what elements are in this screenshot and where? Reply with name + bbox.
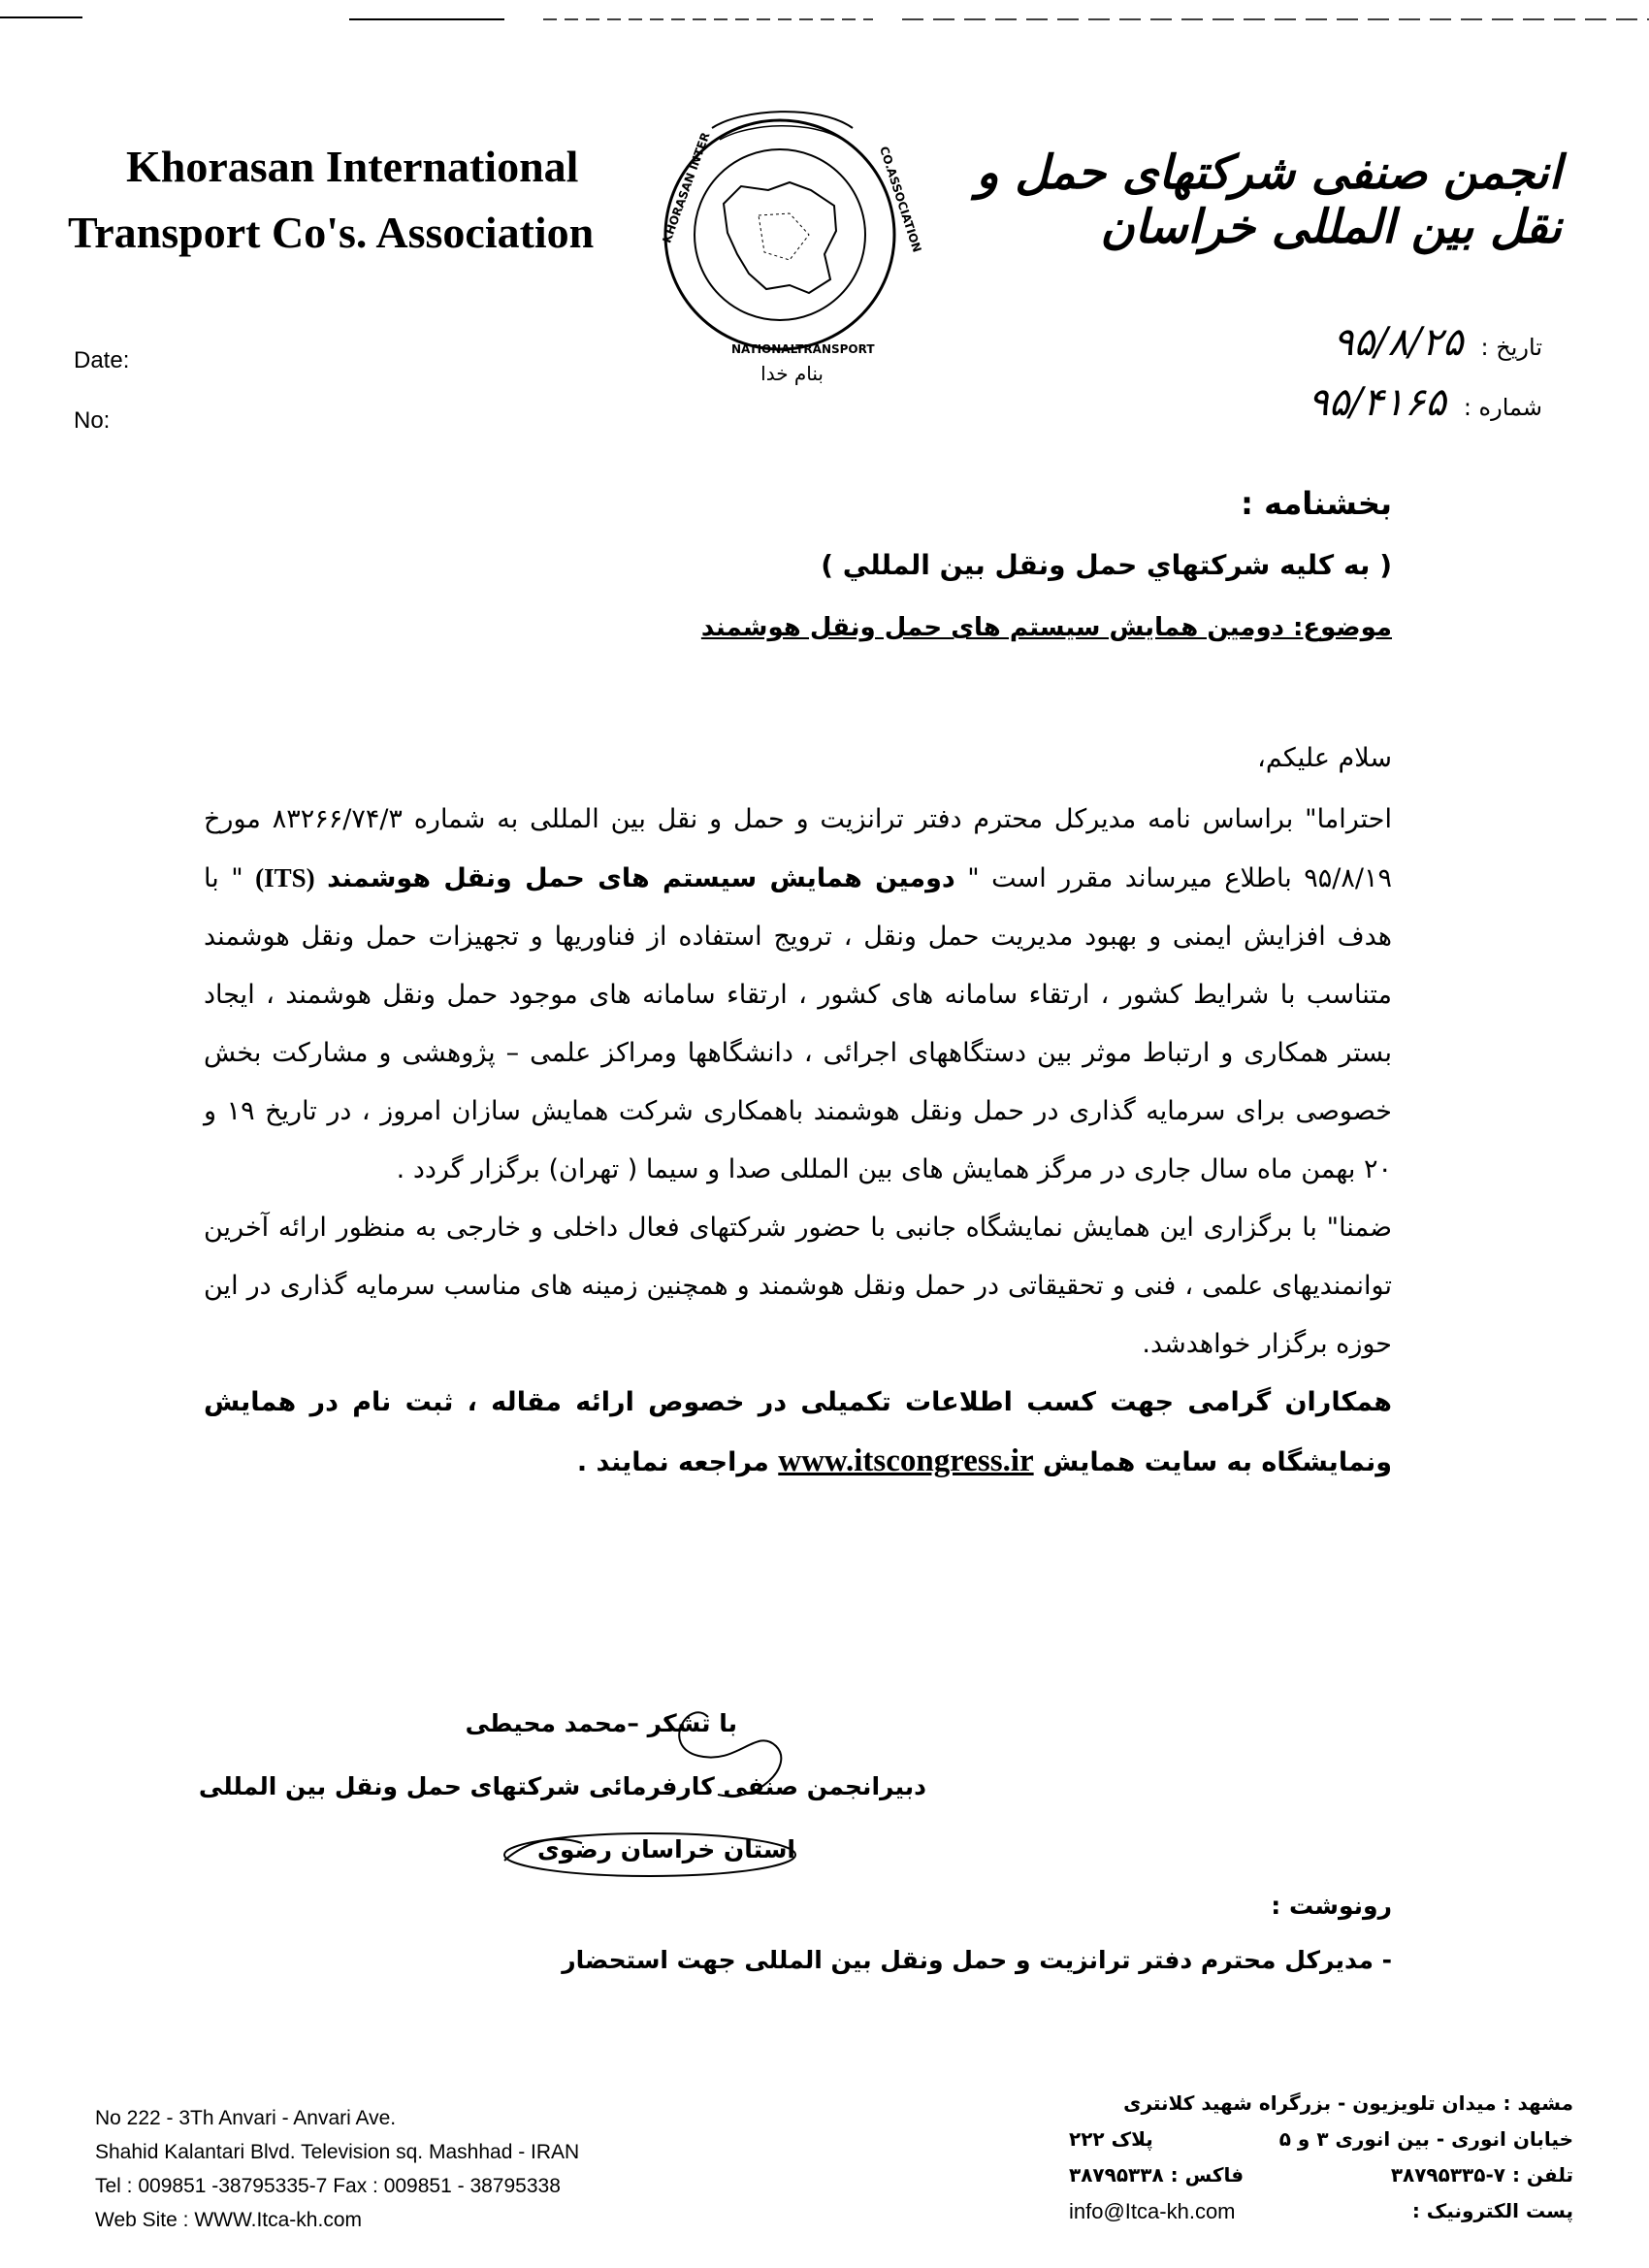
subject-line: موضوع: دومین همایش سیستم های حمل ونقل هوشمند — [700, 613, 1392, 642]
recipient-line: ( به كليه شركتهاي حمل ونقل بين المللي ) — [821, 549, 1392, 581]
footer-fa-row-1: مشهد : میدان تلویزیون - بزرگراه شهید کلانتری — [1123, 2091, 1573, 2115]
org-name-english — [68, 134, 630, 266]
salutation: سلام علیکم، — [1257, 743, 1392, 773]
cc-recipient: - مدیرکل محترم دفتر ترانزیت و حمل ونقل بین المللی جهت استحضار — [562, 1946, 1392, 1974]
number-value: ۹۵/۴۱۶۵ — [1308, 380, 1446, 425]
signatory-title: دبیرانجمن صنفی کارفرمائی شرکتهای حمل ونقل بین المللی — [198, 1772, 926, 1800]
footer-en-line-3: Tel : 009851 -38795335-7 Fax : 009851 - 38795338 — [95, 2175, 561, 2197]
paragraph-2: ضمنا" با برگزاری این همایش نمایشگاه جانبی با حضور شرکتهای فعال داخلی و خارجی به منظور ارائه آخرین توانمندیهای علمی ، فنی و تحقیقاتی در حمل ونقل هوشمند و همچنین زمینه های مناسب سرمایه گذاری در این حوزه برگزار خواهدشد. — [204, 1213, 1392, 1359]
svg-text:NATIONALTRANSPORT: NATIONALTRANSPORT — [731, 342, 875, 356]
bismillah-text: بنام خدا — [760, 362, 824, 385]
circular-heading: بخشنامه : — [1241, 485, 1392, 522]
org-name-english-line2: Transport Co's. Association — [68, 208, 595, 257]
footer-fa-row-3: تلفن : ۷-۳۸۷۹۵۳۳۵ فاکس : ۳۸۷۹۵۳۳۸ — [1069, 2163, 1573, 2187]
org-name-persian: انجمن صنفی شرکتهای حمل و نقل بین المللی خراسان — [976, 146, 1562, 254]
footer-address-persian — [1069, 2086, 1573, 2229]
number-label-en: No: — [74, 407, 111, 434]
number-label-fa: شماره : — [1463, 394, 1542, 421]
footer-fa-row-2: خیابان انوری - بین انوری ۳ و ۵ پلاک ۲۲۲ — [1069, 2127, 1573, 2151]
paragraph-1: احتراما" براساس نامه مدیرکل محترم دفتر ترانزیت و حمل و نقل بین المللی به شماره ۸۳۲۶۶/۷۴/۳ مورخ ۹۵/۸/۱۹ باطلاع میرساند مقرر است " دومین همایش سیستم های حمل ونقل هوشمند (ITS) " با هدف افزایش ایمنی و بهبود مدیریت حمل ونقل ، ترویج استفاده از فناوریها و تجهیزات حمل ونقل هوشمند متناسب با شرایط کشور ، ارتقاء سامانه های کشور ، ارتقاء سامانه های موجود حمل ونقل هوشمند ، ایجاد بستر همکاری و ارتباط موثر بین دستگاههای اجرائی ، دانشگاهها ومراکز علمی – پژوهشی و مشارکت بخش خصوصی برای سرمایه گذاری در حمل ونقل هوشمند باهمکاری شرکت همایش سازان امروز ، در تاریخ ۱۹ و ۲۰ بهمن ماه سال جاری در مرگز همایش های بین المللی صدا و سیما ( تهران) برگزار گردد . — [204, 804, 1393, 1184]
date-value: ۹۵/۸/۲۵ — [1333, 320, 1464, 365]
date-label-en: Date: — [74, 347, 130, 373]
svg-text:KHORASAN INTER: KHORASAN INTER — [660, 130, 713, 245]
cc-label: رونوشت : — [1271, 1892, 1392, 1920]
footer-email[interactable]: info@Itca-kh.com — [1069, 2199, 1236, 2223]
svg-text:CO.ASSOCIATION: CO.ASSOCIATION — [877, 145, 924, 254]
congress-website-link[interactable]: www.itscongress.ir — [778, 1443, 1034, 1478]
footer-en-line-4: Web Site : WWW.Itca-kh.com — [95, 2209, 362, 2231]
paragraph-3: همکاران گرامی جهت کسب اطلاعات تکمیلی در خصوص ارائه مقاله ، ثبت نام در همایش ونمایشگاه به سایت همایش www.itscongress.ir مراجعه نمایند . — [204, 1387, 1392, 1478]
association-seal-logo — [644, 89, 924, 390]
top-scan-line — [0, 8, 1649, 27]
footer-address-english — [95, 2101, 579, 2237]
letter-number — [1308, 380, 1542, 425]
footer-en-line-2: Shahid Kalantari Blvd. Television sq. Mashhad - IRAN — [95, 2141, 580, 2163]
footer-en-line-1: No 222 - 3Th Anvari - Anvari Ave. — [95, 2107, 397, 2129]
signatory-name: با تشکر –محمد محیطی — [465, 1709, 737, 1737]
letter-date — [1333, 320, 1542, 365]
org-name-english-line1: Khorasan International — [126, 142, 579, 191]
date-label-fa: تاریخ : — [1480, 334, 1542, 361]
footer-fa-row-4: پست الکترونیک : info@Itca-kh.com — [1069, 2193, 1573, 2229]
signatory-region: استان خراسان رضوی — [536, 1835, 795, 1863]
letter-body — [204, 791, 1392, 1492]
